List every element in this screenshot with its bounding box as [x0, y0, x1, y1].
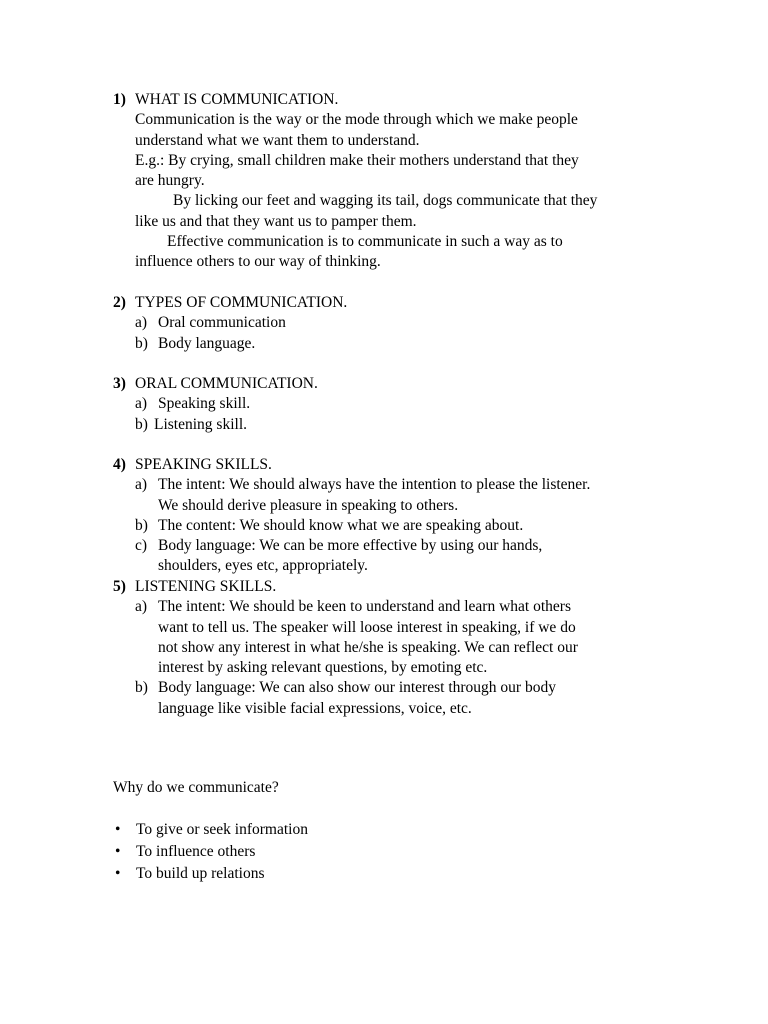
- list-item-label: b): [135, 334, 148, 352]
- paragraph-line: Effective communication is to communicate in such a way as to: [167, 233, 563, 251]
- bullet-text: To build up relations: [136, 865, 265, 882]
- section-number: 2): [113, 294, 126, 311]
- section-speaking-skills: [113, 455, 673, 579]
- list-item-label: a): [135, 314, 148, 332]
- list-item-continuation: want to tell us. The speaker will loose interest in speaking, if we do: [158, 618, 576, 636]
- list-item-continuation: interest by asking relevant questions, by emoting etc.: [158, 659, 488, 677]
- list-item-label: c): [135, 537, 148, 555]
- paragraph-line: Communication is the way or the mode through which we make people: [135, 111, 578, 129]
- list-item-text: Body language: We can be more effective by using our hands,: [158, 537, 543, 555]
- paragraph-line: understand what we want them to understand.: [135, 131, 420, 149]
- list-item: [135, 678, 675, 698]
- list-item-label: b): [135, 415, 148, 433]
- section-heading: SPEAKING SKILLS.: [135, 456, 272, 473]
- list-item-label: a): [135, 598, 148, 616]
- list-item-text: The content: We should know what we are speaking about.: [158, 516, 524, 534]
- list-item-continuation: not show any interest in what he/she is speaking. We can reflect our: [158, 638, 578, 656]
- list-item-text: The intent: We should be keen to understand and learn what others: [158, 598, 571, 616]
- paragraph-line: E.g.: By crying, small children make their mothers understand that they: [135, 151, 579, 169]
- list-item: [135, 394, 675, 414]
- bullet-text: To influence others: [136, 843, 256, 860]
- paragraph-line: By licking our feet and wagging its tail, dogs communicate that they: [173, 192, 598, 210]
- list-item: [135, 415, 675, 435]
- list-item-label: a): [135, 395, 148, 413]
- section-heading: WHAT IS COMMUNICATION.: [135, 91, 339, 108]
- section-body: [135, 313, 675, 354]
- section-types-of-communication: [113, 293, 673, 355]
- section-number: 5): [113, 578, 126, 595]
- bullet-icon: •: [115, 821, 121, 838]
- list-item-text: Oral communication: [158, 314, 286, 332]
- paragraph-line: influence others to our way of thinking.: [135, 253, 381, 271]
- list-item-continuation: language like visible facial expressions, voice, etc.: [158, 699, 472, 717]
- list-item-text: Speaking skill.: [158, 395, 251, 413]
- list-item-continuation: We should derive pleasure in speaking to others.: [158, 496, 459, 514]
- list-item-label: b): [135, 679, 148, 697]
- section-heading: LISTENING SKILLS.: [135, 578, 277, 595]
- section-heading: ORAL COMMUNICATION.: [135, 375, 318, 392]
- section-body: [135, 475, 675, 576]
- list-item-text: Listening skill.: [154, 415, 247, 433]
- list-item: [135, 475, 675, 495]
- list-item-label: b): [135, 516, 148, 534]
- list-item-label: a): [135, 476, 148, 494]
- section-number: 4): [113, 456, 126, 473]
- list-item-text: Body language.: [158, 334, 256, 352]
- section-number: 3): [113, 375, 126, 392]
- section-heading: TYPES OF COMMUNICATION.: [135, 294, 348, 311]
- bullet-icon: •: [115, 865, 121, 882]
- section-number: 1): [113, 91, 126, 108]
- bullet-icon: •: [115, 843, 121, 860]
- list-item: [135, 334, 675, 354]
- list-item-continuation: shoulders, eyes etc, appropriately.: [158, 557, 368, 575]
- question-heading: Why do we communicate?: [113, 779, 279, 796]
- section-body: [135, 110, 675, 272]
- list-item: [135, 313, 675, 333]
- section-listening-skills: [113, 577, 673, 721]
- list-item-text: Body language: We can also show our interest through our body: [158, 679, 556, 697]
- list-item: [135, 516, 675, 536]
- list-item: [135, 597, 675, 617]
- list-item: [135, 536, 675, 556]
- section-oral-communication: [113, 374, 673, 436]
- paragraph-line: are hungry.: [135, 172, 205, 190]
- section-what-is-communication: [113, 90, 673, 280]
- bullet-text: To give or seek information: [136, 821, 308, 838]
- list-item-text: The intent: We should always have the intention to please the listener.: [158, 476, 591, 494]
- paragraph-line: like us and that they want us to pamper them.: [135, 212, 417, 230]
- section-body: [135, 597, 675, 719]
- section-body: [135, 394, 675, 435]
